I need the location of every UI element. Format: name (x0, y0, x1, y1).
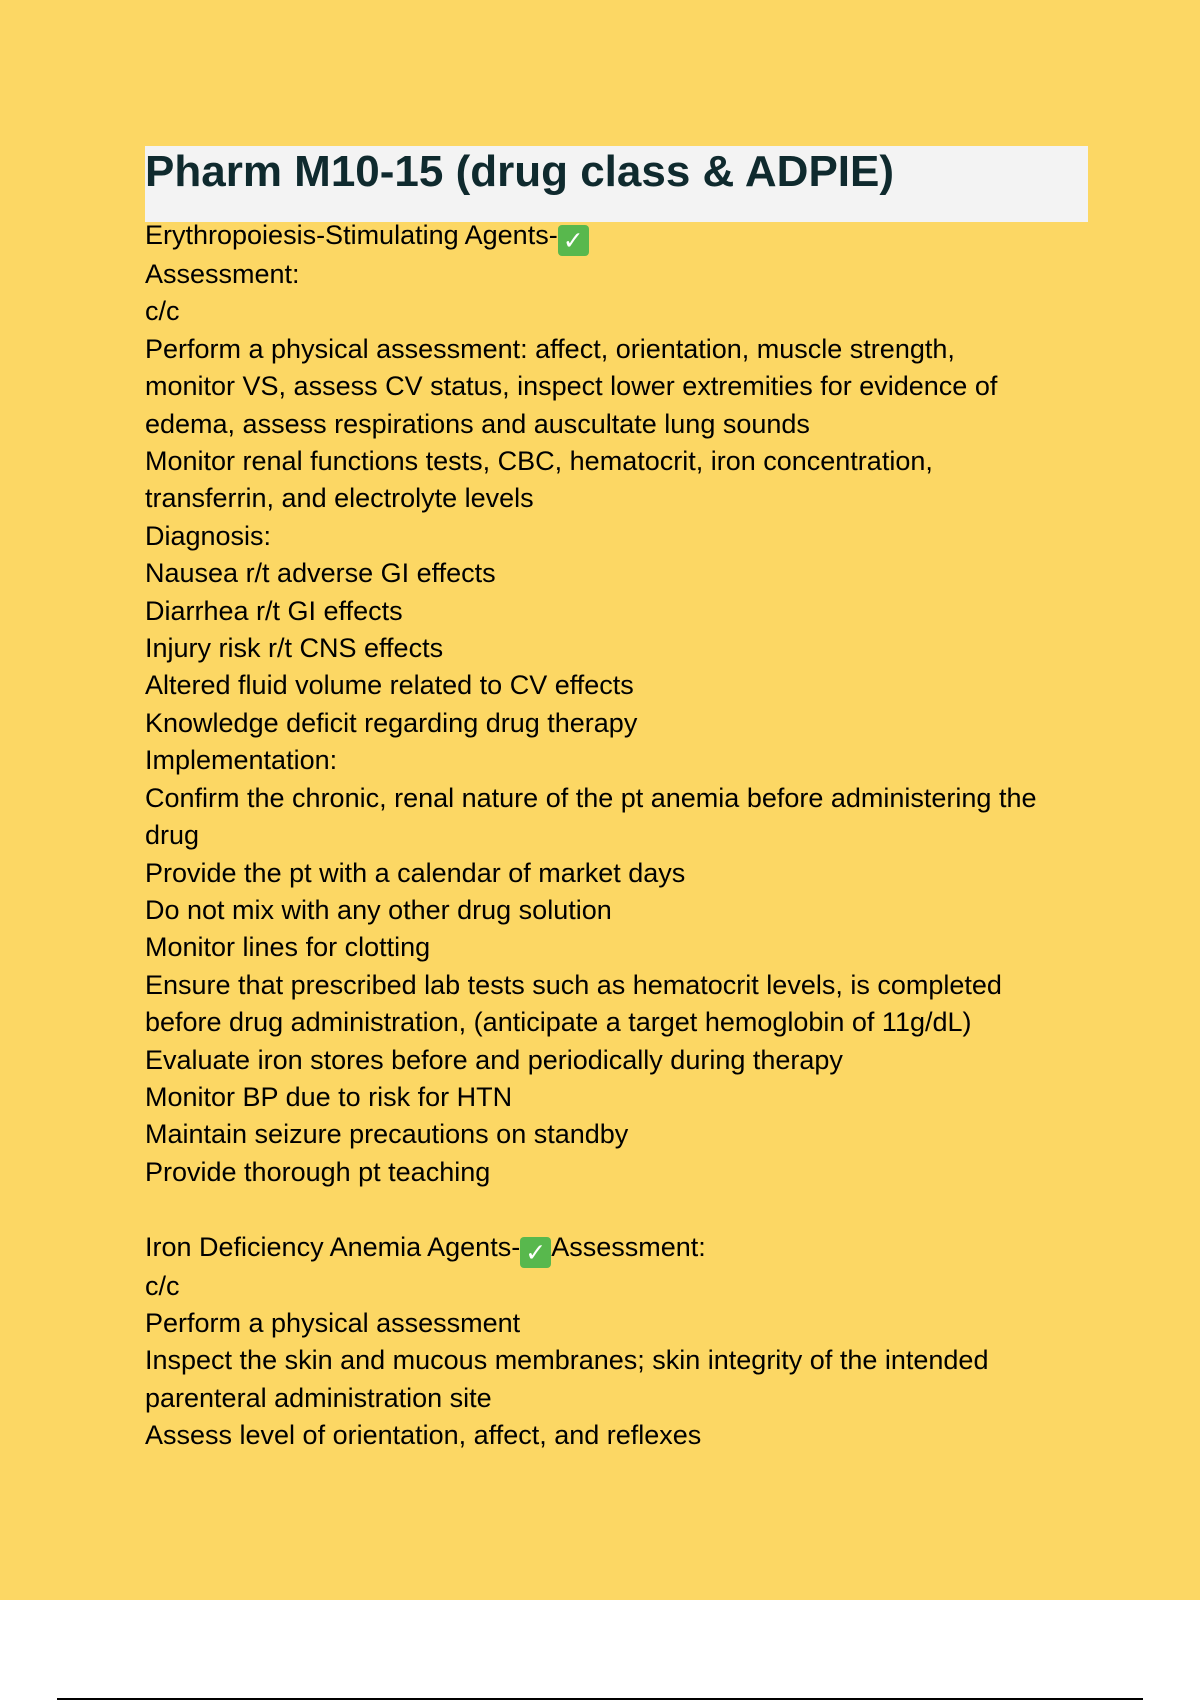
note-line: drug (145, 820, 200, 851)
note-line: Monitor renal functions tests, CBC, hematocrit, iron concentration, (145, 446, 933, 477)
section-heading-text: Iron Deficiency Anemia Agents- (145, 1231, 521, 1262)
note-line: Diagnosis: (145, 520, 272, 551)
note-line: Monitor BP due to risk for HTN (145, 1081, 513, 1112)
section-heading (145, 217, 1090, 256)
blank-line (145, 1191, 1090, 1228)
section-heading-text: Erythropoiesis-Stimulating Agents- (145, 220, 558, 250)
check-mark-icon: ✓ (558, 225, 589, 256)
note-line: Provide thorough pt teaching (145, 1156, 491, 1187)
page-title: Pharm M10-15 (drug class & ADPIE) (145, 147, 895, 196)
section-heading-suffix: Assessment: (551, 1231, 706, 1262)
note-line: c/c (145, 296, 180, 327)
section-heading (145, 1229, 1090, 1268)
note-line: Assessment: (145, 259, 300, 289)
note-line: Confirm the chronic, renal nature of the pt anemia before administering the (145, 782, 1037, 813)
note-line: transferrin, and electrolyte levels (145, 483, 534, 514)
note-line: before drug administration, (anticipate a target hemoglobin of 11g/dL) (145, 1007, 972, 1038)
note-line: c/c (145, 1270, 180, 1301)
note-line: Ensure that prescribed lab tests such as hematocrit levels, is completed (145, 969, 1002, 1000)
note-line: Diarrhea r/t GI effects (145, 595, 403, 626)
note-line: Perform a physical assessment: affect, orientation, muscle strength, (145, 333, 955, 364)
note-body (145, 217, 1090, 1455)
check-mark-icon: ✓ (520, 1237, 551, 1268)
note-line: Knowledge deficit regarding drug therapy (145, 707, 638, 738)
note-line: Provide the pt with a calendar of market days (145, 857, 686, 888)
note-line: Maintain seizure precautions on standby (145, 1119, 629, 1150)
note-line: parenteral administration site (145, 1382, 492, 1413)
note-line: Nausea r/t adverse GI effects (145, 558, 496, 589)
note-line: Altered fluid volume related to CV effects (145, 670, 634, 701)
note-line: Monitor lines for clotting (145, 932, 431, 963)
note-line: Evaluate iron stores before and periodically during therapy (145, 1044, 843, 1075)
note-line: Perform a physical assessment (145, 1307, 521, 1338)
note-line: Assess level of orientation, affect, and reflexes (145, 1420, 702, 1451)
note-line: Inspect the skin and mucous membranes; skin integrity of the intended (145, 1345, 989, 1376)
note-line: Injury risk r/t CNS effects (145, 633, 444, 664)
note-line: monitor VS, assess CV status, inspect lower extremities for evidence of (145, 371, 998, 402)
note-line: Do not mix with any other drug solution (145, 894, 612, 925)
note-line: Implementation: (145, 745, 338, 776)
note-line: edema, assess respirations and auscultate lung sounds (145, 408, 810, 439)
